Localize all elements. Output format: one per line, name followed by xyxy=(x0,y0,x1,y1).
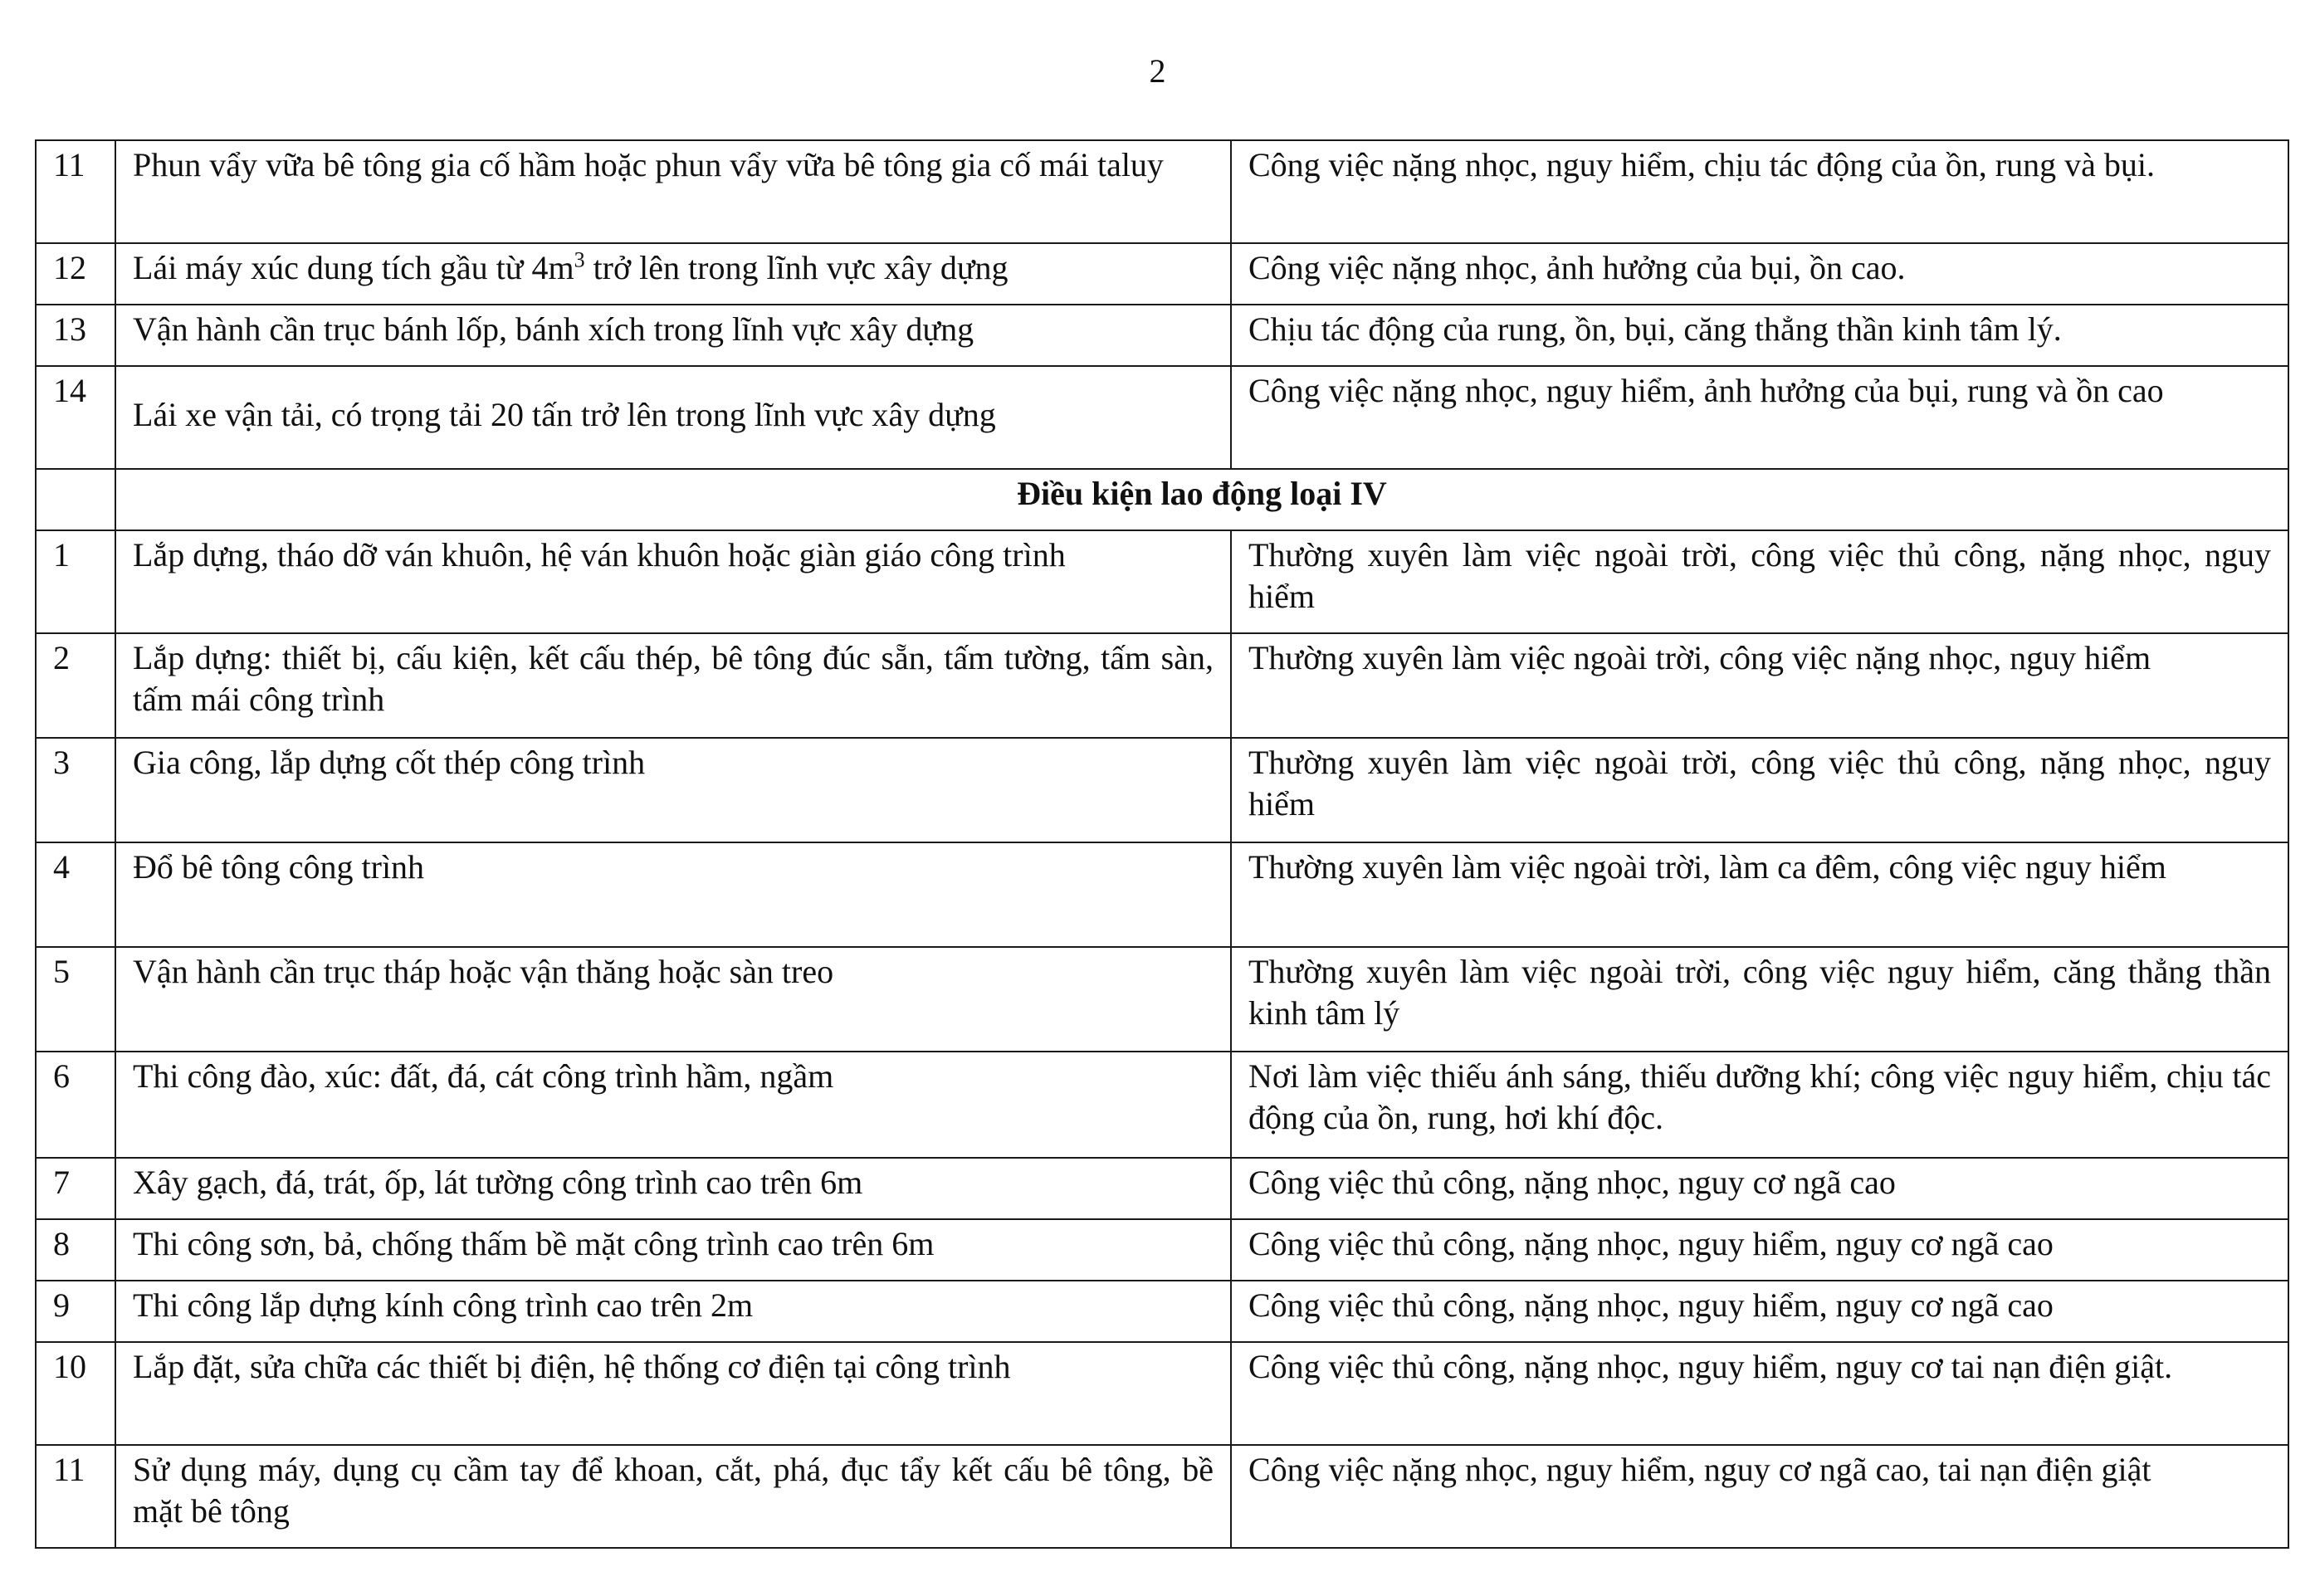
table-row xyxy=(36,1052,2288,1158)
table-row xyxy=(36,1219,2288,1281)
table-row xyxy=(36,243,2288,305)
row-number: 13 xyxy=(36,305,115,366)
table-row xyxy=(36,305,2288,366)
job-description xyxy=(115,243,1231,305)
row-number: 1 xyxy=(36,530,115,633)
row-number: 4 xyxy=(36,842,115,947)
job-text-part: trở lên trong lĩnh vực xây dựng xyxy=(584,249,1009,286)
row-number: 14 xyxy=(36,366,115,469)
job-description: Sử dụng máy, dụng cụ cầm tay để khoan, cắt, phá, đục tẩy kết cấu bê tông, bề mặt bê tông xyxy=(115,1445,1231,1548)
row-number: 12 xyxy=(36,243,115,305)
section-heading-row xyxy=(36,469,2288,530)
job-text-part: Lái máy xúc dung tích gầu từ 4m xyxy=(133,249,574,286)
row-number: 11 xyxy=(36,1445,115,1548)
table-row xyxy=(36,530,2288,633)
table-row xyxy=(36,1342,2288,1445)
empty-cell xyxy=(36,469,115,530)
row-number: 5 xyxy=(36,947,115,1052)
working-condition: Công việc nặng nhọc, nguy hiểm, chịu tác động của ồn, rung và bụi. xyxy=(1231,140,2288,243)
table-row xyxy=(36,738,2288,842)
working-condition: Công việc nặng nhọc, nguy hiểm, ảnh hưởng của bụi, rung và ồn cao xyxy=(1231,366,2288,469)
table-row xyxy=(36,1281,2288,1342)
working-condition: Công việc thủ công, nặng nhọc, nguy hiểm, nguy cơ ngã cao xyxy=(1231,1281,2288,1342)
job-description: Vận hành cần trục bánh lốp, bánh xích trong lĩnh vực xây dựng xyxy=(115,305,1231,366)
job-description: Thi công đào, xúc: đất, đá, cát công trình hầm, ngầm xyxy=(115,1052,1231,1158)
job-description: Đổ bê tông công trình xyxy=(115,842,1231,947)
working-condition: Công việc thủ công, nặng nhọc, nguy hiểm, nguy cơ ngã cao xyxy=(1231,1219,2288,1281)
working-condition: Công việc nặng nhọc, ảnh hưởng của bụi, ồn cao. xyxy=(1231,243,2288,305)
row-number: 2 xyxy=(36,633,115,738)
job-description: Lắp dựng: thiết bị, cấu kiện, kết cấu thép, bê tông đúc sẵn, tấm tường, tấm sàn, tấm mái công trình xyxy=(115,633,1231,738)
row-number: 9 xyxy=(36,1281,115,1342)
superscript-exponent: 3 xyxy=(574,247,585,272)
working-condition: Công việc nặng nhọc, nguy hiểm, nguy cơ ngã cao, tai nạn điện giật xyxy=(1231,1445,2288,1548)
job-description: Gia công, lắp dựng cốt thép công trình xyxy=(115,738,1231,842)
job-description: Thi công lắp dựng kính công trình cao trên 2m xyxy=(115,1281,1231,1342)
working-condition: Thường xuyên làm việc ngoài trời, công việc thủ công, nặng nhọc, nguy hiểm xyxy=(1231,738,2288,842)
table-row xyxy=(36,947,2288,1052)
table-row xyxy=(36,366,2288,469)
section-heading: Điều kiện lao động loại IV xyxy=(115,469,2288,530)
working-condition: Công việc thủ công, nặng nhọc, nguy cơ ngã cao xyxy=(1231,1158,2288,1219)
row-number: 7 xyxy=(36,1158,115,1219)
job-description: Lắp dựng, tháo dỡ ván khuôn, hệ ván khuôn hoặc giàn giáo công trình xyxy=(115,530,1231,633)
working-condition: Thường xuyên làm việc ngoài trời, công việc nguy hiểm, căng thẳng thần kinh tâm lý xyxy=(1231,947,2288,1052)
working-condition: Công việc thủ công, nặng nhọc, nguy hiểm, nguy cơ tai nạn điện giật. xyxy=(1231,1342,2288,1445)
job-description: Xây gạch, đá, trát, ốp, lát tường công trình cao trên 6m xyxy=(115,1158,1231,1219)
job-description: Lái xe vận tải, có trọng tải 20 tấn trở lên trong lĩnh vực xây dựng xyxy=(115,366,1231,469)
row-number: 11 xyxy=(36,140,115,243)
row-number: 10 xyxy=(36,1342,115,1445)
working-condition: Chịu tác động của rung, ồn, bụi, căng thẳng thần kinh tâm lý. xyxy=(1231,305,2288,366)
row-number: 8 xyxy=(36,1219,115,1281)
working-condition: Thường xuyên làm việc ngoài trời, công việc thủ công, nặng nhọc, nguy hiểm xyxy=(1231,530,2288,633)
job-description: Vận hành cần trục tháp hoặc vận thăng hoặc sàn treo xyxy=(115,947,1231,1052)
job-description: Phun vẩy vữa bê tông gia cố hầm hoặc phun vẩy vữa bê tông gia cố mái taluy xyxy=(115,140,1231,243)
job-description: Thi công sơn, bả, chống thấm bề mặt công trình cao trên 6m xyxy=(115,1219,1231,1281)
job-description: Lắp đặt, sửa chữa các thiết bị điện, hệ thống cơ điện tại công trình xyxy=(115,1342,1231,1445)
occupation-table xyxy=(35,139,2289,1549)
table-row xyxy=(36,842,2288,947)
working-condition: Thường xuyên làm việc ngoài trời, làm ca đêm, công việc nguy hiểm xyxy=(1231,842,2288,947)
working-condition: Thường xuyên làm việc ngoài trời, công việc nặng nhọc, nguy hiểm xyxy=(1231,633,2288,738)
table-row xyxy=(36,1158,2288,1219)
row-number: 6 xyxy=(36,1052,115,1158)
row-number: 3 xyxy=(36,738,115,842)
table-row xyxy=(36,1445,2288,1548)
page-number: 2 xyxy=(1149,52,1166,90)
working-condition: Nơi làm việc thiếu ánh sáng, thiếu dưỡng khí; công việc nguy hiểm, chịu tác động của ồn, rung, hơi khí độc. xyxy=(1231,1052,2288,1158)
table-row xyxy=(36,633,2288,738)
table-row xyxy=(36,140,2288,243)
